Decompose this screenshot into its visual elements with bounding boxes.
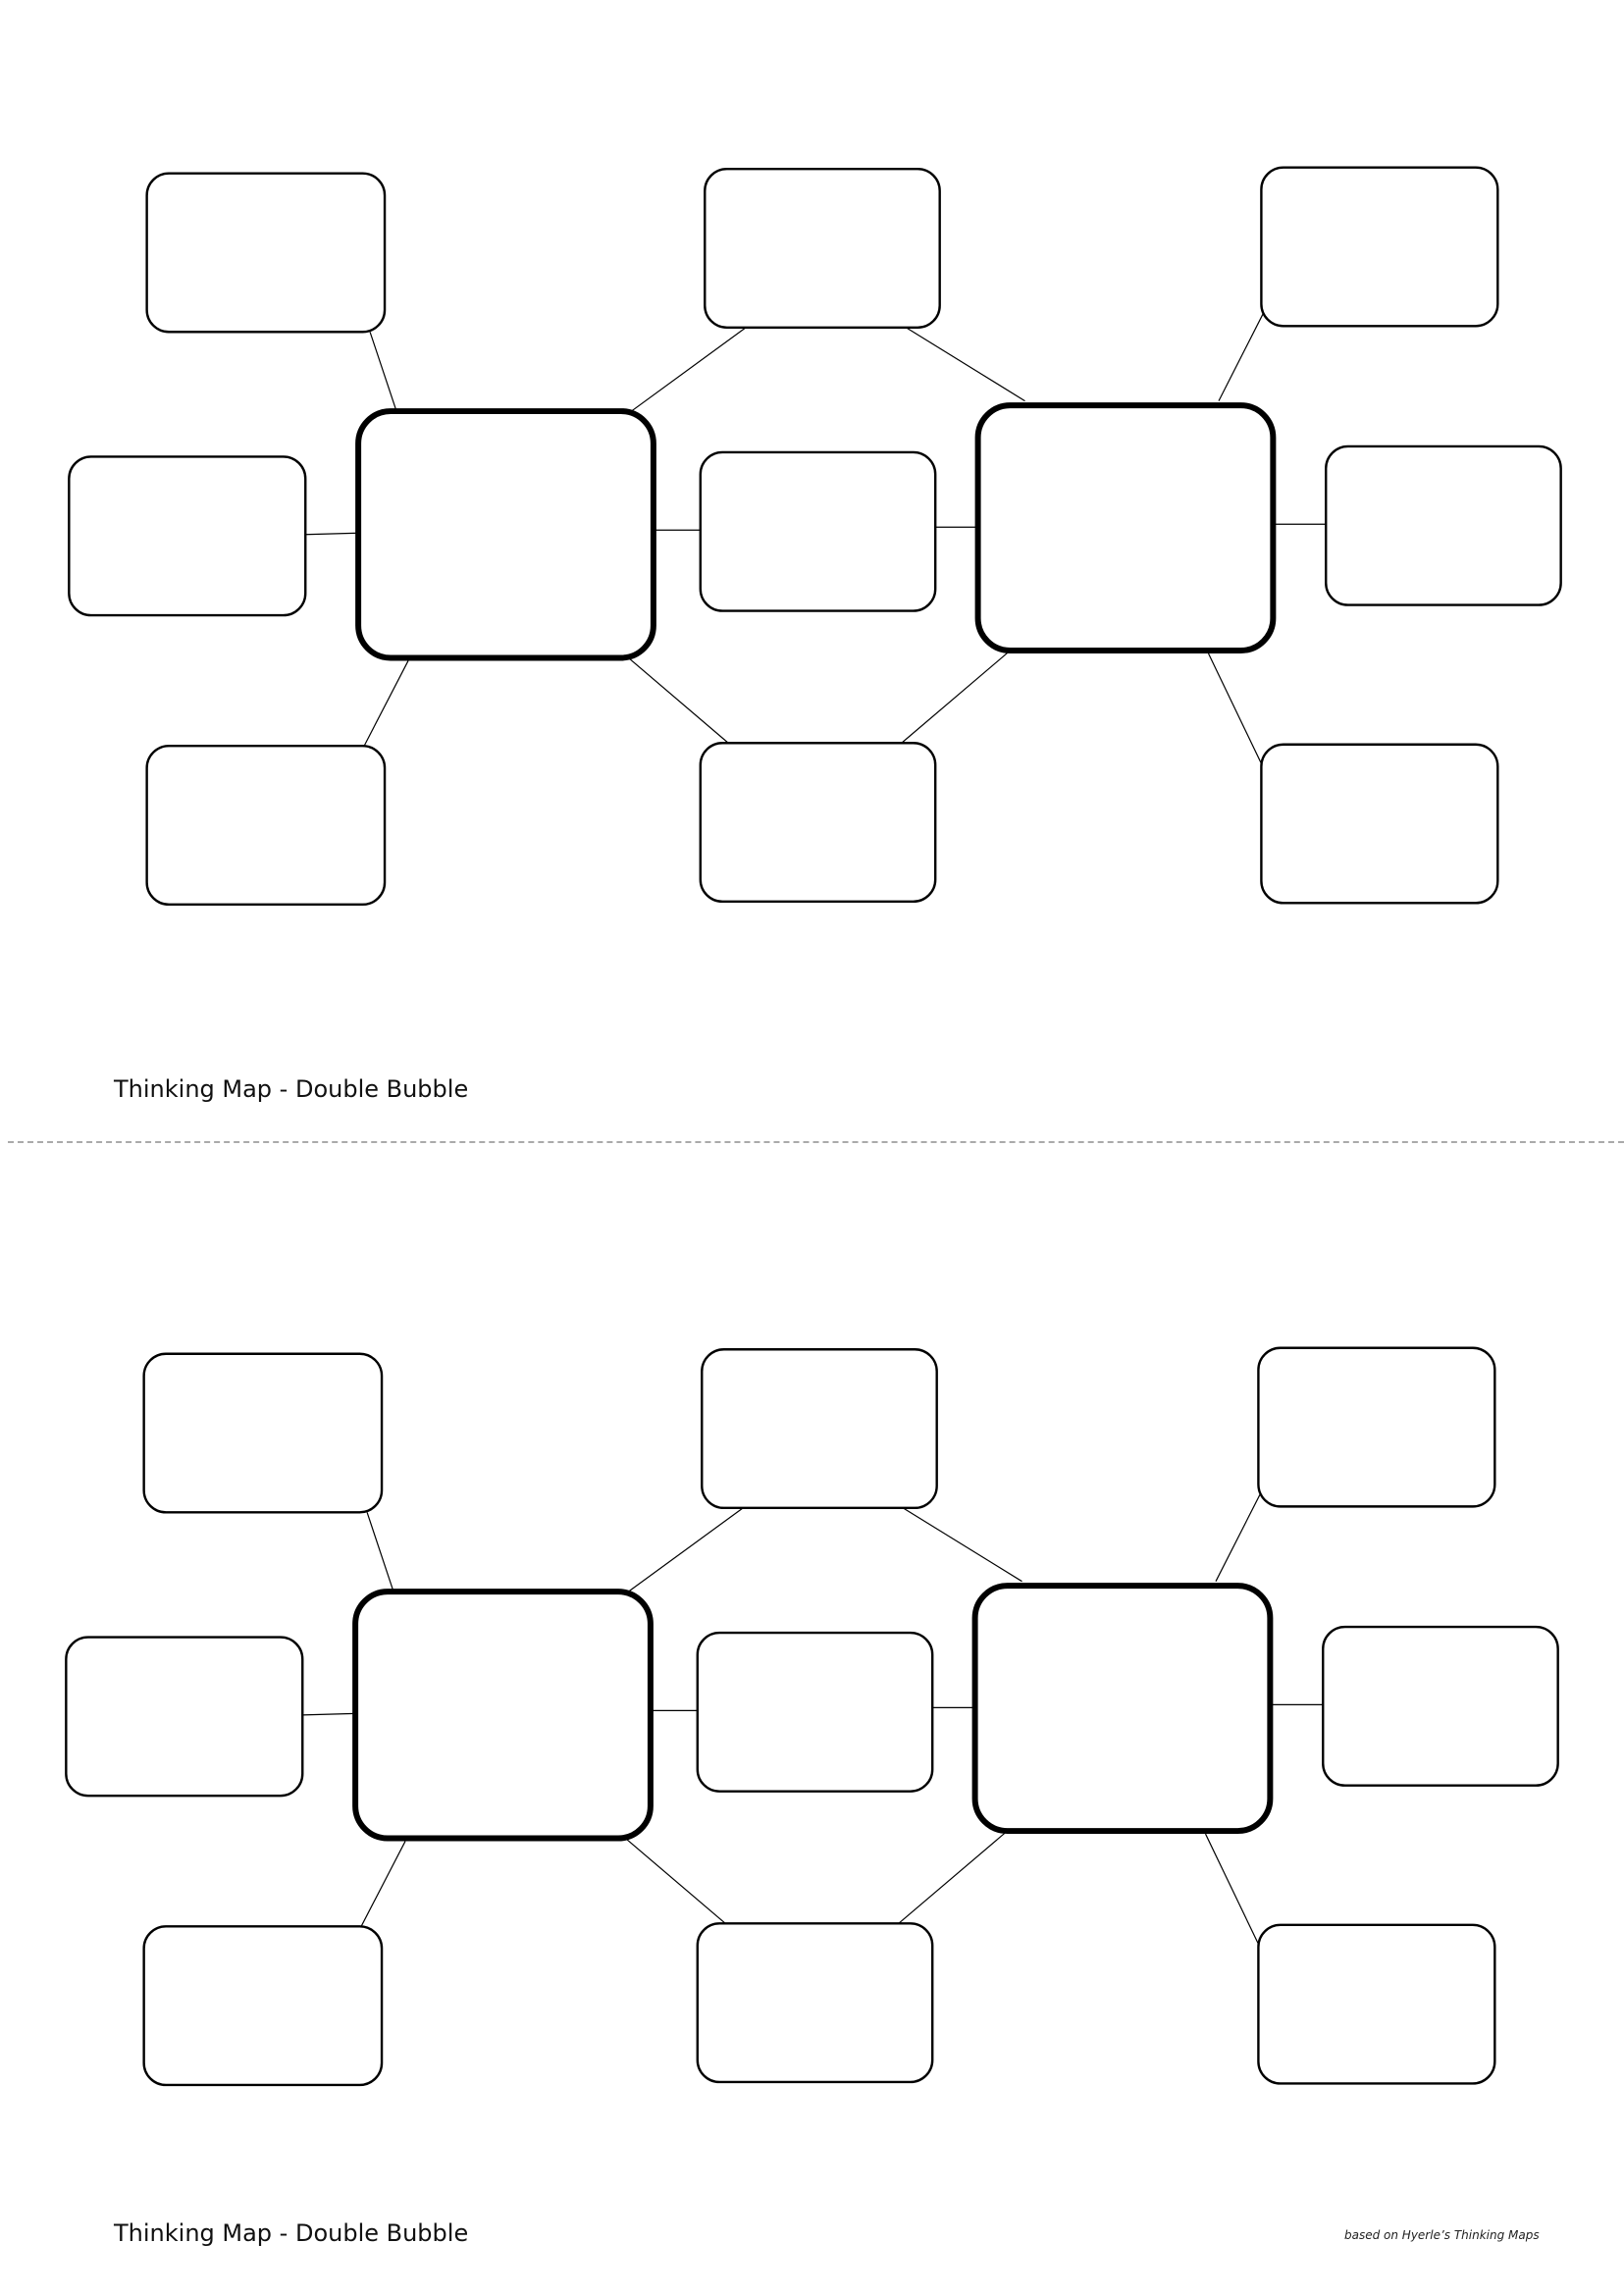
connector-line [631,328,746,411]
outer-box-bottom-left [147,746,385,905]
shared-box-top [702,1349,936,1508]
outer-box-bottom-right [1261,745,1497,904]
connector-line [906,328,1024,401]
connector-line [302,1713,355,1714]
outer-box-mid-right [1326,446,1560,605]
connector-line [1209,653,1262,763]
connector-line [1216,1494,1260,1581]
outer-box-mid-right [1323,1627,1557,1786]
outer-box-mid-left [66,1638,302,1797]
sheet-title-bottom: Thinking Map - Double Bubble [114,2219,469,2247]
outer-box-bottom-left [144,1926,382,2085]
center-box-left [358,411,654,657]
credit-text: based on Hyerle’s Thinking Maps [1344,2228,1540,2242]
outer-box-top-left [147,174,385,333]
connector-line [899,1831,1008,1923]
cut-line-divider [8,1141,1624,1143]
connector-line [628,1508,743,1591]
connector-line [903,1508,1022,1582]
double-bubble-map-bottom [66,1348,1557,2085]
center-box-right [975,1586,1271,1831]
connector-line [625,1839,725,1924]
connector-line [902,651,1011,743]
shared-box-top [705,169,939,328]
connector-line [367,1512,393,1591]
connector-line [628,657,728,743]
outer-box-top-right [1261,168,1497,327]
shared-box-bottom [698,1923,932,2082]
connector-line [1219,314,1263,400]
connector-line [370,332,396,411]
outer-box-top-right [1258,1348,1494,1507]
outer-box-top-left [144,1354,382,1513]
shared-box-middle [698,1633,932,1792]
outer-box-bottom-right [1258,1925,1494,2084]
connector-line [361,1842,405,1927]
center-box-left [355,1591,651,1838]
connector-line [305,533,358,534]
connector-line [1206,1834,1259,1944]
shared-box-middle [701,452,935,611]
center-box-right [978,405,1274,651]
double-bubble-map-top [69,168,1560,905]
outer-box-mid-left [69,456,305,615]
sheet-title-top: Thinking Map - Double Bubble [114,1075,469,1103]
shared-box-bottom [701,743,935,902]
connector-line [364,660,408,746]
